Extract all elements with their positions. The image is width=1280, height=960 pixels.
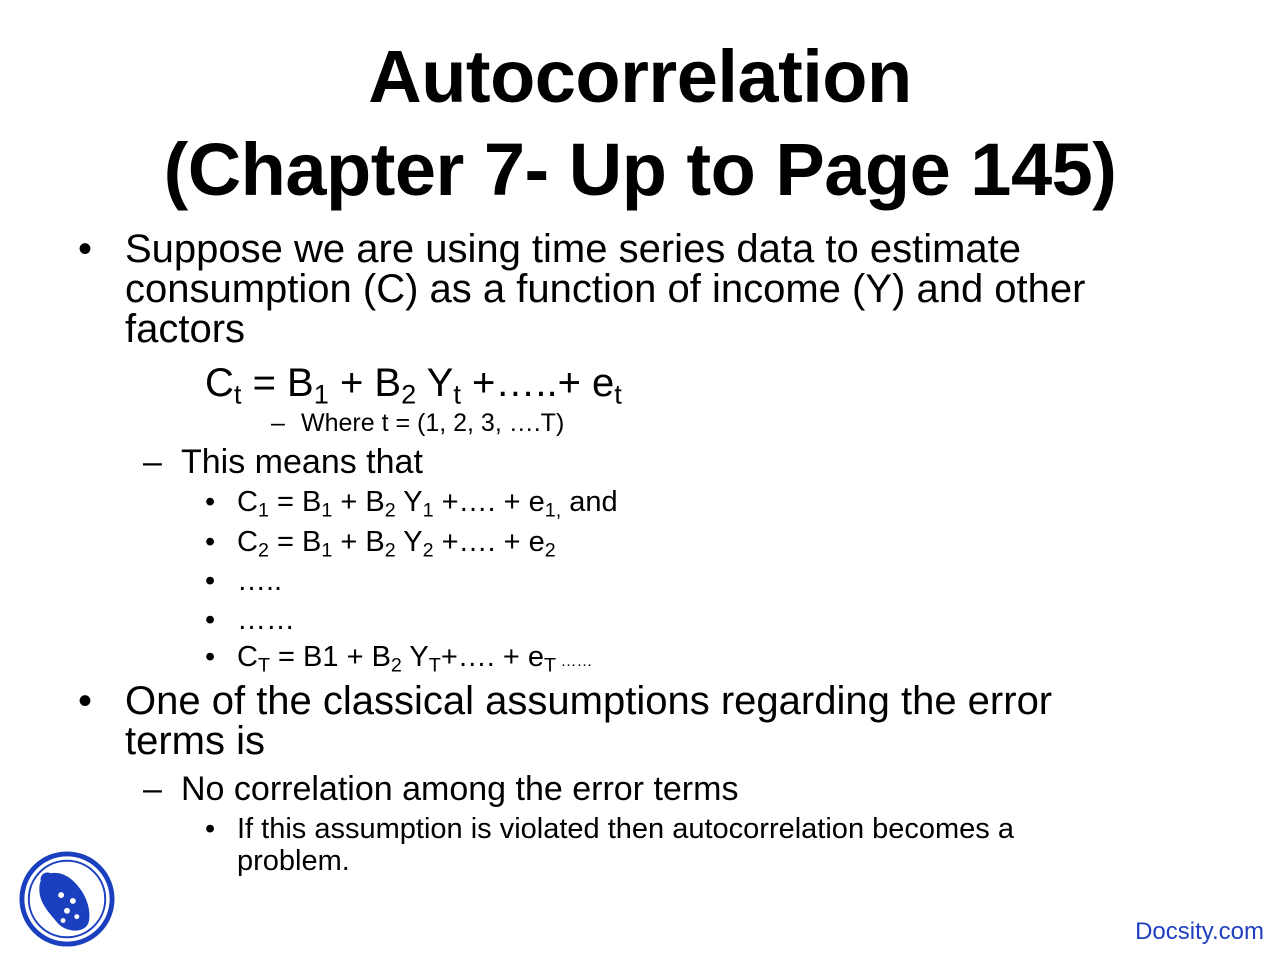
dash-marker: –	[143, 770, 162, 808]
where-text: Where t = (1, 2, 3, ….T)	[301, 409, 565, 437]
docsity-logo-icon	[18, 850, 116, 948]
sub-point-1: This means that	[181, 443, 423, 481]
list-item: $C_1 = B_1 + B_2$ $Y_1$ +…. + $e_{1,}$ and	[237, 486, 618, 522]
bullet-marker: •	[205, 641, 216, 673]
list-item: $C_2 = B_1 + B_2$ $Y_2$ +…. + $e_2$	[237, 526, 556, 562]
bullet-1-line-1: Suppose we are using time series data to estimate	[125, 227, 1022, 271]
bullet-marker: •	[205, 486, 216, 518]
sub-2-item-line-1: If this assumption is violated then autocorrelation becomes a	[237, 813, 1014, 845]
bullet-marker: •	[205, 565, 216, 597]
list-item: ……	[237, 604, 295, 636]
title-line-2: (Chapter 7- Up to Page 145)	[163, 128, 1117, 211]
bullet-marker: •	[205, 526, 216, 558]
sub-2-item-line-2: problem.	[237, 845, 350, 877]
dash-marker: –	[271, 409, 285, 437]
list-item: …..	[237, 565, 283, 597]
dash-marker: –	[143, 443, 162, 481]
bullet-marker: •	[78, 679, 93, 723]
list-item: $C_T = B1 + B_2$ $Y_T+\dots$. + $e_T$ ……	[237, 641, 593, 677]
bullet-2-line-2: terms is	[125, 719, 265, 763]
bullet-1-line-3: factors	[125, 307, 246, 351]
bullet-2-line-1: One of the classical assumptions regarding the error	[125, 679, 1053, 723]
bullet-marker: •	[205, 604, 216, 636]
sub-point-2: No correlation among the error terms	[181, 770, 739, 808]
title-line-1: Autocorrelation	[368, 35, 912, 118]
bullet-marker: •	[205, 813, 216, 845]
slide-title	[0, 30, 1280, 216]
bullet-marker: •	[78, 227, 93, 271]
brand-watermark[interactable]: Docsity.com	[1135, 918, 1264, 945]
bullet-1-line-2: consumption (C) as a function of income (Y) and other	[125, 267, 1086, 311]
regression-equation: $C_t = B_1 + B_2$ $Y_t$ +…..+ $e_t$	[205, 361, 622, 410]
